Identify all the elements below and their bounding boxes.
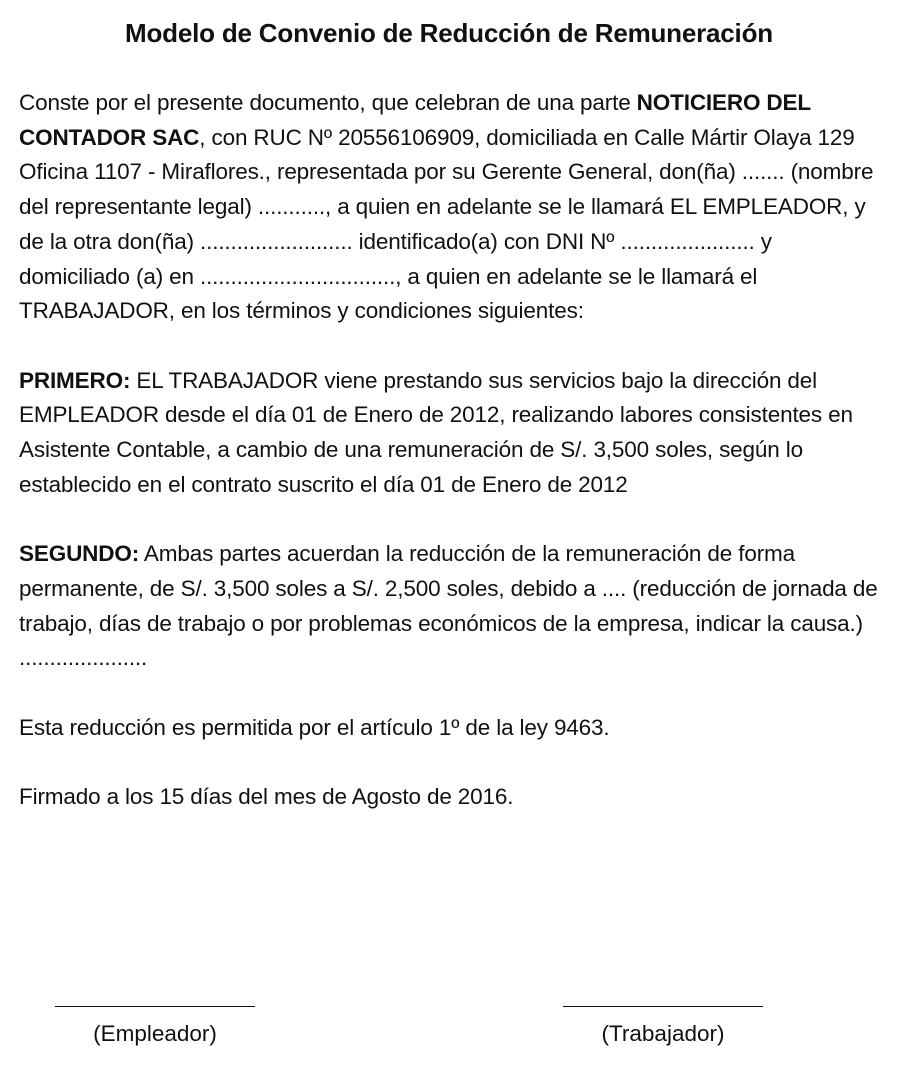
document-body [19, 86, 879, 849]
clause-segundo-text: Ambas partes acuerdan la reducción de la remuneración de forma permanente, de S/. 3,500 soles a S/. 2,500 soles, debido a .... (reducción de jornada de trabajo, días de trabajo o por problemas económicos de la empresa, indicar la causa.) ..................... [19, 541, 878, 671]
clause-primero-heading: PRIMERO: [19, 367, 131, 393]
company-name: NOTICIERO DEL CONTADOR SAC [19, 90, 811, 150]
document-title: Modelo de Convenio de Reducción de Remuneración [125, 18, 773, 48]
signature-line-trabajador [563, 986, 763, 1007]
legal-basis: Esta reducción es permitida por el artículo 1º de la ley 9463. [19, 714, 610, 740]
intro-text-2: , con RUC Nº 20556106909, domiciliada en Calle Mártir Olaya 129 Oficina 1107 - Miraflores., representada por su Gerente General, don(ña) ....... (nombre del representante legal) ..........., a quien en adelante se le llamará EL EMPLEADOR, y de la otra don(ña) ......................... identificado(a) con DNI Nº ...................... y domiciliado (a) en ................................, a quien en adelante se le llamará el TRABAJADOR, en los términos y condiciones siguientes: [19, 124, 874, 324]
signature-label-empleador: (Empleador) [93, 1021, 217, 1046]
signature-line-empleador [55, 986, 255, 1007]
clause-primero [19, 364, 879, 503]
intro-text-1: Conste por el presente documento, que celebran de una parte [19, 90, 637, 115]
clause-primero-text: EL TRABAJADOR viene prestando sus servicios bajo la dirección del EMPLEADOR desde el día 01 de Enero de 2012, realizando labores consistentes en Asistente Contable, a cambio de una remuneración de S/. 3,500 soles, según lo establecido en el contrato suscrito el día 01 de Enero de 2012 [19, 367, 853, 497]
clause-segundo-heading: SEGUNDO: [19, 541, 140, 567]
signature-label-trabajador: (Trabajador) [601, 1021, 725, 1046]
signature-empleador [55, 986, 255, 1049]
signature-trabajador [563, 986, 763, 1049]
intro-paragraph [19, 86, 879, 329]
clause-segundo [19, 537, 879, 676]
signed-date: Firmado a los 15 días del mes de Agosto de 2016. [19, 784, 514, 809]
